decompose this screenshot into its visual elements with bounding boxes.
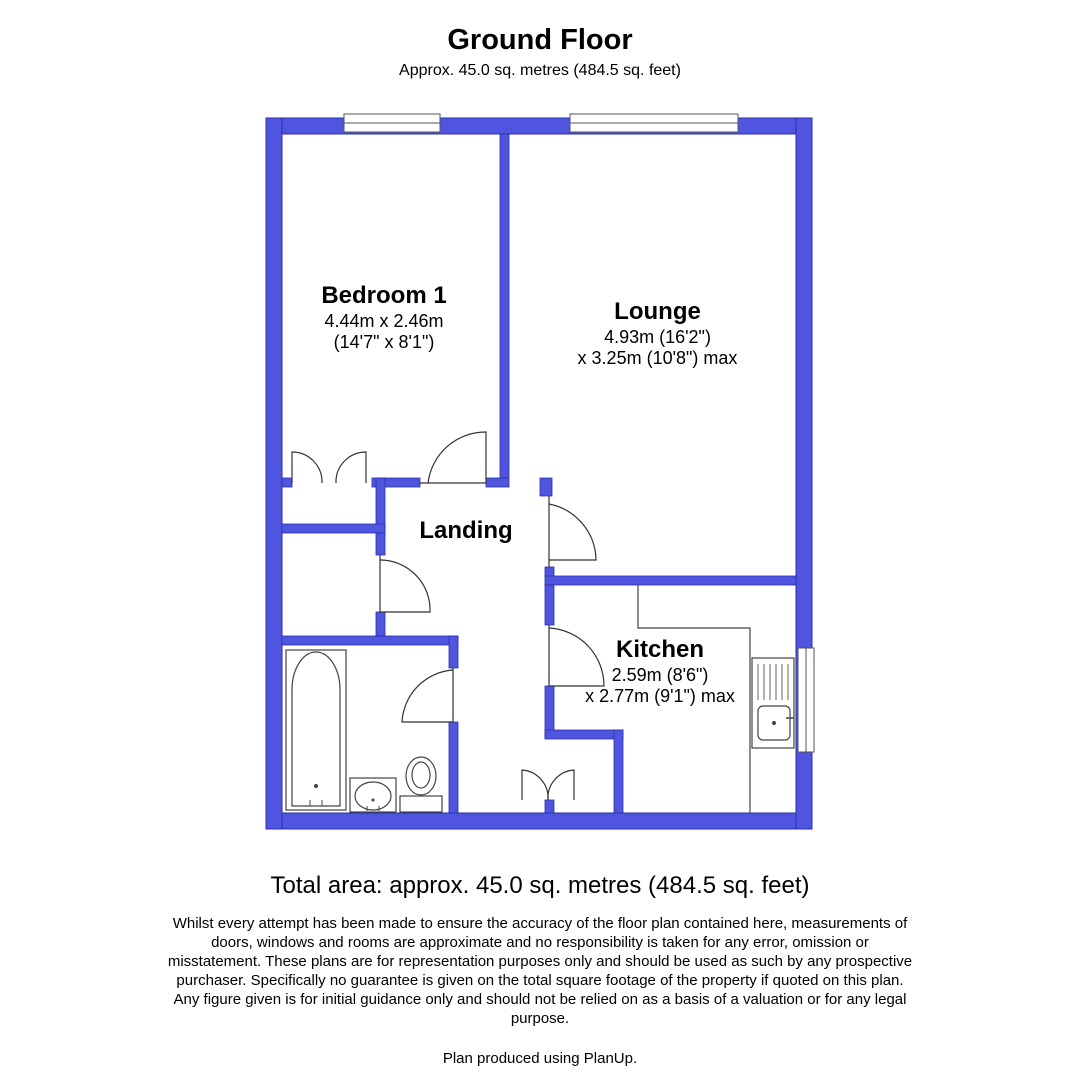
room-landing-label (396, 517, 536, 546)
plan-subtitle: Approx. 45.0 sq. metres (484.5 sq. feet) (399, 62, 681, 79)
kitchen-dimensions: 2.59m (8'6") (611, 664, 709, 685)
room-bedroom-label (284, 282, 484, 354)
room-lounge-label (530, 298, 785, 370)
room-kitchen-label (550, 636, 770, 708)
lounge-dimensions: 4.93m (16'2") (604, 326, 711, 347)
lounge-dimensions-2: x 3.25m (10'8") max (577, 348, 738, 369)
bedroom-name: Bedroom 1 (321, 282, 447, 309)
bedroom-dimensions: 4.44m x 2.46m (324, 310, 444, 331)
landing-name: Landing (419, 517, 513, 544)
bathroom-fixtures (286, 650, 442, 812)
total-area: Total area: approx. 45.0 sq. metres (484.5 sq. feet) (270, 872, 810, 899)
kitchen-dimensions-2: x 2.77m (9'1") max (585, 686, 735, 707)
bedroom-dimensions-imperial: (14'7" x 8'1") (333, 332, 435, 353)
disclaimer-text: Whilst every attempt has been made to ensure the accuracy of the floor plan contained here, measurements of doors, windows and rooms are approximate and no responsibility is taken for any error, omission or misstatement. These plans are for representation purposes only and should be used as such by any prospective purchaser. Specifically no guarantee is given on the total square footage of the property if quoted on this plan. Any figure given is for initial guidance only and should not be relied on as a basis of a valuation or for any legal purpose. (167, 915, 913, 1027)
plan-title: Ground Floor (447, 24, 633, 56)
lounge-name: Lounge (614, 298, 701, 325)
plan-credit: Plan produced using PlanUp. (442, 1050, 638, 1067)
kitchen-name: Kitchen (615, 636, 704, 663)
